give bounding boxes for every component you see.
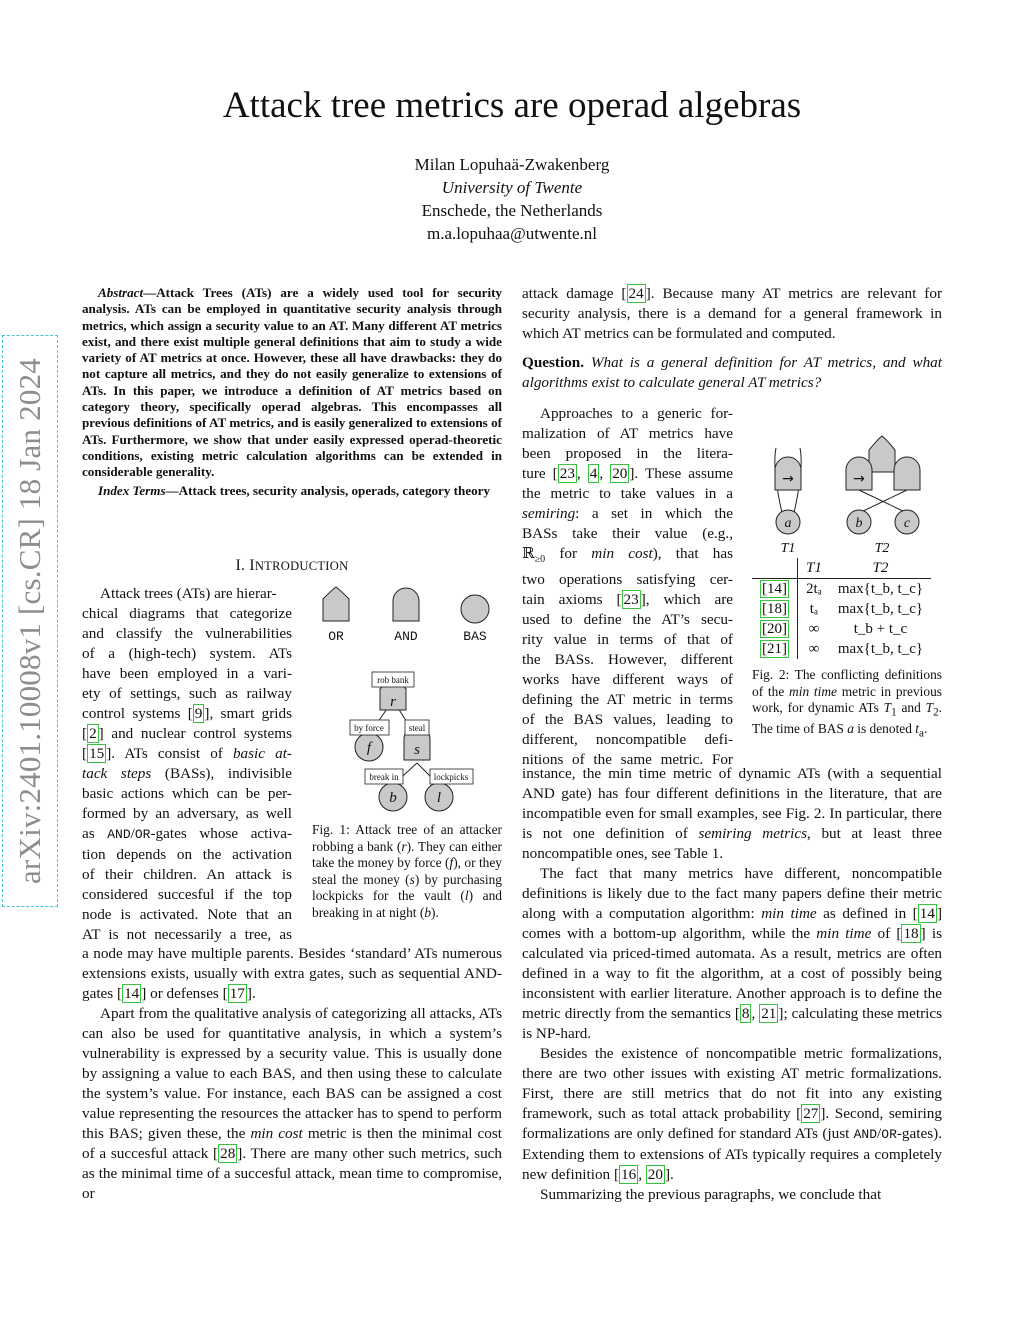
node-s: s [414,742,420,758]
intro-paragraph-1-wrapped: Attack trees (ATs) are hierar- chical diagrams that categorize and classify the vulnerabilities of a (high-tech) system. ATs have been employed in a vari- ety of settings, such as railway control systems [ 9 ], smart grids [ 2 ] and nuclear control systems [ 15 ]. ATs consist of basic at- tack steps (BASs), indivisible basic actions which can be per- formed by an adversary, as well as AND/OR-gates whose activa- tion depends on the activation of their children. An attack is considered succesful if the top node is activated. Note that an AT is not necessarily a tree, as [82,585,293,943]
and-gate-icon [393,588,419,621]
t1-arrow-icon: → [782,471,794,487]
abstract-text: —Attack Trees (ATs) are a widely used tool for security analysis. ATs can be employed in quantitative security analysis through metrics, which assign a security value to an AT. Many different AT metrics exist, and there exist multiple general definitions that aim to study a wide variety of AT metrics at once. However, these all have drawbacks: they do not capture all metrics, and they do not easily generalize to extensions of ATs. In this paper, we introduce a definition of AT metrics based on category theory, specifically operad algebras. This encompasses all previous definitions of AT metrics, and is easily generalized to extensions of ATs. Furthermore, we show that under easily expressed operad-theoretic conditions, existing metric calculation algorithms can be extended in considerable generality. [82,285,502,480]
and-gate-label: AND [394,629,418,644]
question-text: What is a general definition for AT metrics, and what algorithms exist to calculate general AT metrics? [522,354,942,391]
abstract [82,285,502,499]
t2-c-label: c [903,516,911,531]
table-header-t1: T1 [806,559,822,576]
arxiv-id: arXiv:2401.10008v1 [cs.CR] 18 Jan 2024 [12,358,47,884]
paper-title: Attack tree metrics are operad algebras [222,85,802,126]
box-steal: steal [408,723,426,733]
or-gate-icon [323,587,349,621]
right-col-top: attack damage [ 24 ]. Because many AT metrics are relevant for security analysis, there is a demand for a general framework in which AT metrics can be formulated and computed. Question. What is a general definition for AT metrics, and what algorithms exist to calculate general AT metrics? [522,285,943,391]
fig2-caption: Fig. 2: The conflicting definitions of the min time metric in previous work, for dynamic ATs $T_1$ and $T_2$. The time of BAS a is denoted $t_a$. [752,667,942,740]
t1-label: T1 [780,541,796,556]
right-col-paragraph-wrapped: Approaches to a generic for- malization of AT metrics have been proposed in the litera- ture [ 23 , 4 , 20 ]. These assume the metric to take values in a semiring: a set in which the BASs take their value (e.g., ℝ$_{\ge 0}$ for min cost), that has two operations satisfying cer- tain axioms [ 23 ], which are used to define the AT’s secu- rity value in terms of that of the BASs. However, different works have different ways of defining the AT metric in terms of the BAS values, leading to different, noncompatible defi- nitions of the same metric. For [522,405,734,769]
t2-or-gate [869,436,895,472]
table-row: [20] ∞ t_b + t_c [752,619,931,639]
t2-arrow-icon: → [853,471,865,487]
index-terms-label: Index Terms [98,482,166,498]
bas-icon [461,595,489,623]
t2-label: T2 [874,541,890,556]
index-terms-text: —Attack trees, security analysis, operads, category theory [165,482,491,498]
or-gate-label: OR [328,629,344,644]
box-break-in: break in [369,772,399,782]
node-b: b [389,790,397,806]
box-rob-bank: rob bank [377,675,409,685]
t2-b-label: b [855,516,863,531]
node-r: r [390,694,396,710]
box-lockpicks: lockpicks [433,772,469,782]
box-by-force: by force [354,723,384,733]
author-affiliation: University of Twente [441,178,583,197]
fig1-caption: Fig. 1: Attack tree of an attacker robbing a bank (r). They can either take the money by force (f), or they steal the money (s) by purchasing lockpicks for the vault (l) and breaking in at night (b). [312,822,502,920]
author-location: Enschede, the Netherlands [421,201,603,220]
table-row: [14] 2tₐ max{t_b, t_c} [752,579,931,600]
author-email: m.a.lopuhaa@utwente.nl [426,224,598,243]
node-f: f [366,740,372,756]
arxiv-sidebar [2,335,58,907]
t2-and-gate [894,457,920,490]
author-name: Milan Lopuhaä-Zwakenberg [414,155,610,174]
right-col-rest: instance, the min time metric of dynamic ATs (with a sequential AND gate) has four different definitions in the literature, that are incompatible even for small examples, see Fig. 2. In particular, there is not one definition of semiring metrics, but at least three noncompatible ones, see Table 1. The fact that many metrics have different, noncompatible definitions is likely due to the fact many papers define their metric along with a computation algorithm: min time as defined in [ 14 ] comes with a bottom-up algorithm, while the min time of [ 18 ] is calculated via priced-timed automata. As a result, metrics are often defined in a way to fit the algorithm, at a cost of possibly being inconsistent with earlier literature. Another approach is to define the metric directly from the semantics [ 8 , 21 ]; calculating these metrics is NP-hard. Besides the existence of noncompatible metric formalizations, there are two other issues with existing AT metric formalizations. First, there are still metrics that do not fit into any existing framework, such as total attack probability [ 27 ]. Second, semiring formalizations are only defined for standard ATs (just AND/OR-gates). Extending them to extensions of ATs typically requires a completely new definition [ 16 , 20 ]. Summarizing the previous paragraphs, we conclude that [522,765,943,1203]
fig2-table [752,558,931,659]
abstract-label: Abstract [98,285,144,300]
question-label: Question. [522,354,585,371]
intro-paragraph-1-rest: a node may have multiple parents. Besides ‘standard’ ATs numerous extensions exists, usually with extra gates, such as sequential AND-gates [ 14 ] or defenses [ 17 ]. Apart from the qualitative analysis of categorizing all attacks, ATs can also be used for quantitative analysis, in which a system’s vulnerability is expressed by a security value. This is usually done by assigning a value to each BAS, and then using these to calculate the system’s value. For instance, each BAS can be assigned a cost value representing the resources the attacker has to spend to perform this BAS; given these, the min cost metric is then the minimal cost of a succesful attack [ 28 ]. There are many other such metrics, such as the minimal time of a succesful attack, mean time to compromise, or [82,945,503,1202]
fig2-trees [752,408,947,558]
bas-label: BAS [463,629,487,644]
section-heading: I. INTRODUCTION [235,557,349,574]
table-row: [21] ∞ max{t_b, t_c} [752,639,931,659]
table-row: [18] tₐ max{t_b, t_c} [752,599,931,619]
table-header-t2: T2 [872,559,889,576]
t1-a-label: a [784,516,792,531]
table-header-empty [752,558,798,579]
fig1-attack-tree [305,585,505,815]
node-l: l [436,790,442,806]
